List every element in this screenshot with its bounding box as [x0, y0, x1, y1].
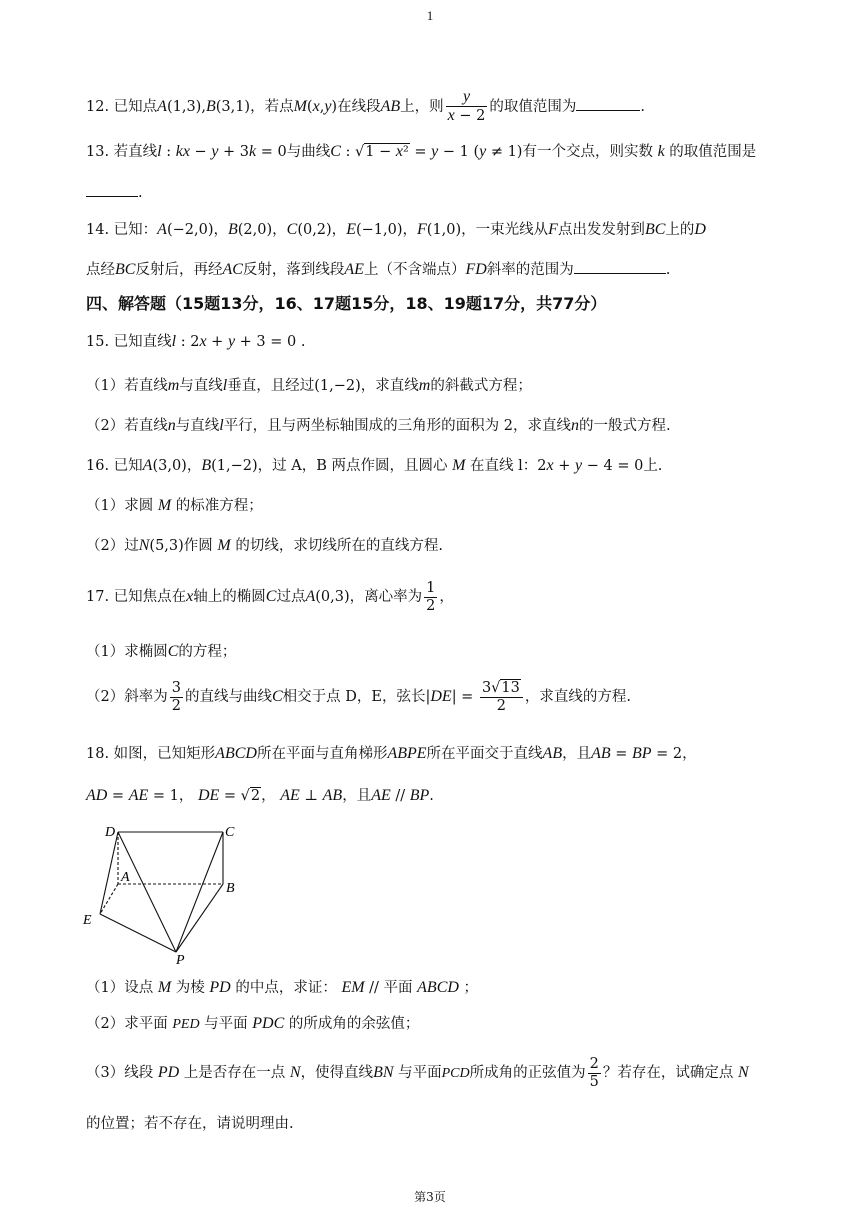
question-14-line2: 点经BC反射后，再经AC反射，落到线段AE上（不含端点）FD斜率的范围为 . [86, 261, 671, 278]
edge-de [100, 832, 118, 914]
label-c: C [225, 825, 235, 840]
edge-dp [118, 832, 176, 952]
question-18: 18. 如图，已知矩形ABCD所在平面与直角梯形ABPE所在平面交于直线AB，且AB = BP = 2， [86, 745, 697, 762]
edge-ae [100, 884, 118, 914]
edge-cp [176, 832, 223, 952]
question-16-part2: （2）过N(5,3)作圆 M 的切线，求切线所在的直线方程. [86, 537, 443, 554]
label-d: D [105, 825, 116, 840]
question-14: 14. 已知：A(−2,0)，B(2,0)，C(0,2)，E(−1,0)，F(1,0)，一束光线从F点出发发射到BC上的D [86, 221, 706, 238]
question-17: 17. 已知焦点在x轴上的椭圆C过点A(0,3)，离心率为 $\frac{1}{2}$ ， [86, 580, 454, 614]
edge-pb [176, 884, 223, 952]
question-16: 16. 已知A(3,0)，B(1,−2)，过 A，B 两点作圆，且圆心 M 在直线 l：2x + y − 4 = 0上. [86, 457, 663, 474]
question-15-part2: （2）若直线n与直线l平行，且与两坐标轴围成的三角形的面积为 2，求直线n的一般式方程. [86, 417, 671, 434]
page-number: 1 [426, 8, 434, 23]
label-b: B [226, 881, 235, 896]
question-18-part3-line2: 的位置；若不存在，请说明理由. [86, 1116, 294, 1132]
question-12: 12. 已知点A(1,3),B(3,1)，若点M(x,y)在线段AB上，则 $\frac{y}{x - 2}$ 的取值范围为 . [86, 88, 645, 125]
question-17-part1: （1）求椭圆C的方程； [86, 643, 237, 660]
question-18-part3: （3）线段 PD 上是否存在一点 N，使得直线BN 与平面PCD所成角的正弦值为 $\frac{2}{5}$ ？若存在，试确定点 N [86, 1056, 749, 1090]
label-a: A [121, 870, 130, 885]
question-13: 13. 若直线l : kx − y + 3k = 0与曲线C : √1 − x² = y − 1 (y ≠ 1)有一个交点，则实数 k 的取值范围是 [86, 143, 757, 160]
edge-ep [100, 914, 176, 952]
question-18-part2: （2）求平面 PED 与平面 PDC 的所成角的余弦值； [86, 1015, 420, 1032]
page-footer: 第3页 [414, 1190, 446, 1204]
question-15-part1: （1）若直线m与直线l垂直，且经过(1,−2)，求直线m的斜截式方程； [86, 377, 532, 394]
label-p: P [176, 953, 185, 965]
label-e: E [83, 913, 92, 928]
question-17-part2: （2）斜率为 $\frac{3}{2}$ 的直线与曲线C相交于点 D，E，弦长|DE| = $\frac{3√13}{2}$ ，求直线的方程. [86, 680, 631, 714]
question-13-blank: . [86, 184, 143, 202]
geometry-figure [78, 820, 248, 965]
question-18-line2: AD = AE = 1， DE = √2， AE ⊥ AB，且AE // BP. [86, 787, 434, 804]
question-18-part1: （1）设点 M 为棱 PD 的中点，求证： EM // 平面 ABCD ； [86, 979, 479, 996]
question-16-part1: （1）求圆 M 的标准方程； [86, 497, 263, 514]
section-heading: 四、解答题（15题13分，16、17题15分，18、19题17分，共77分） [86, 294, 607, 313]
question-15: 15. 已知直线l : 2x + y + 3 = 0 . [86, 333, 306, 350]
